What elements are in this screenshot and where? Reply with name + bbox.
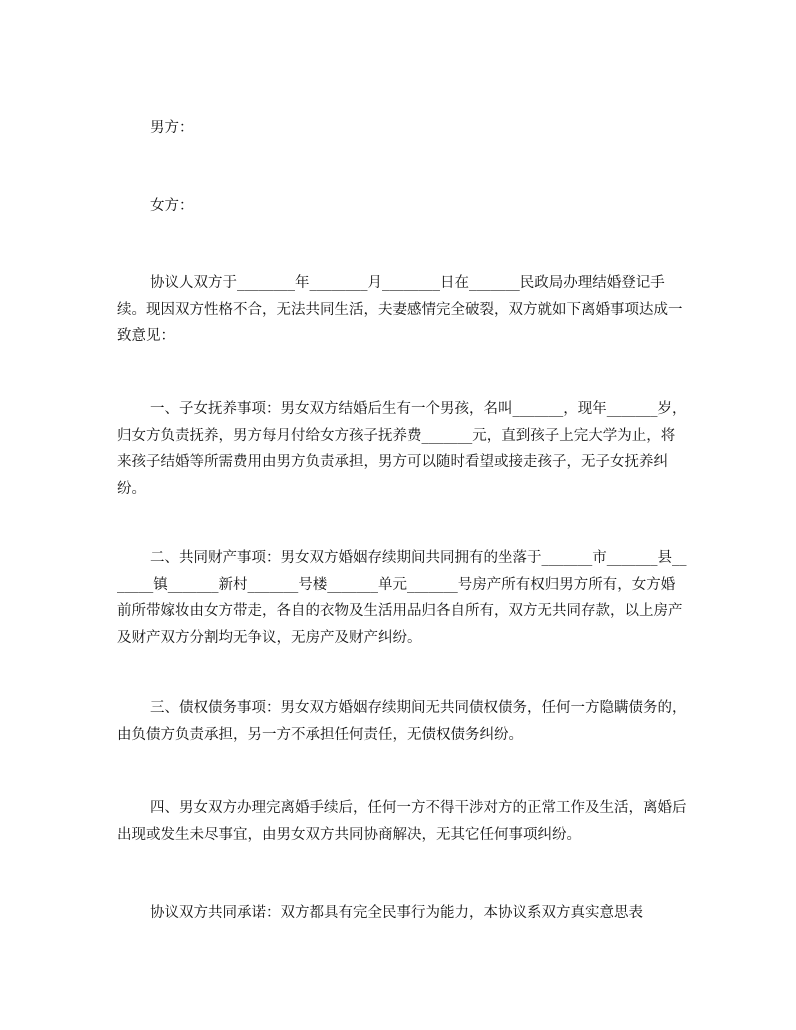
post-divorce-clause: 四、男女双方办理完离婚手续后，任何一方不得干涉对方的正常工作及生活，离婚后出现或发生未尽事宜，由男女双方共同协商解决，无其它任何事项纠纷。: [117, 800, 687, 843]
male-party-label: 男方：: [150, 120, 194, 136]
property-clause: 二、共同财产事项：男女双方婚姻存续期间共同拥有的坐落于_______市_______县_______镇_______新村_______号楼_______单元_______号房产所有权归男方所有，女方婚前所带嫁妆由女方带走，各自的衣物及生活用品归各自所有，双方无共同存款，以上房产及财产双方分割均无争议，无房产及财产纠纷。: [117, 550, 687, 646]
mutual-promise-paragraph: 协议双方共同承诺：双方都具有完全民事行为能力，本协议系双方真实意思表: [150, 905, 643, 921]
female-party-label: 女方：: [150, 198, 194, 214]
debt-clause: 三、债权债务事项：男女双方婚姻存续期间无共同债权债务，任何一方隐瞒债务的，由负债方负责承担，另一方不承担任何责任，无债权债务纠纷。: [117, 700, 687, 743]
intro-paragraph: 协议人双方于________年________月________日在_______民政局办理结婚登记手续。现因双方性格不合，无法共同生活，夫妻感情完全破裂，双方就如下离婚事项达成一致意见：: [117, 275, 683, 344]
child-custody-clause: 一、子女抚养事项：男女双方结婚后生有一个男孩，名叫_______，现年_______岁，归女方负责抚养，男方每月付给女方孩子抚养费_______元，直到孩子上完大学为止，将来孩子结婚等所需费用由男方负责承担，男方可以随时看望或接走孩子，无子女抚养纠纷。: [117, 401, 687, 497]
